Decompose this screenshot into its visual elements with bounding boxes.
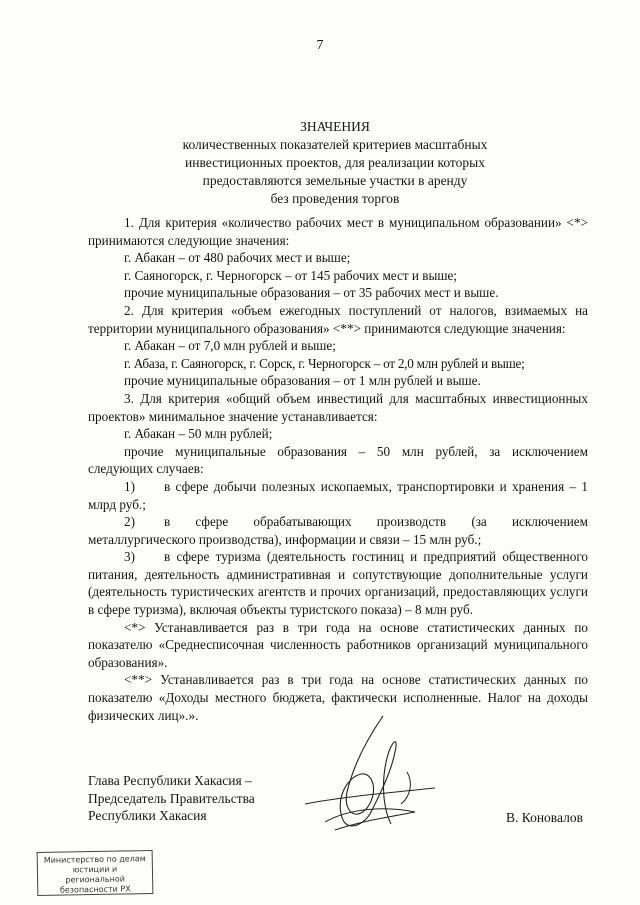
title-line: инвестиционных проектов, для реализации которых <box>185 155 485 170</box>
signatory-name: В. Коновалов <box>506 810 583 825</box>
handwritten-signature <box>295 712 445 842</box>
criterion-2-intro: 2. Для критерия «объем ежегодных поступлений от налогов, взимаемых на территории муниципального образования» <**> принимаются следующие значения: <box>88 302 588 336</box>
subitem-2-text: в сфере обрабатывающих производств (за исключением металлургического производства), информации и связи – 15 млн руб.; <box>88 514 588 547</box>
criterion-3-other: прочие муниципальные образования – 50 млн рублей, за исключением следующих случаев: <box>88 443 588 477</box>
signature-block <box>88 772 255 825</box>
subitem-3 <box>88 548 588 618</box>
title-line: без проведения торгов <box>270 191 400 206</box>
title-heading: ЗНАЧЕНИЯ <box>300 119 370 134</box>
criterion-3-intro: 3. Для критерия «общий объем инвестиций для масштабных инвестиционных проектов» минимальное значение устанавливается: <box>88 390 588 424</box>
criterion-1-other: прочие муниципальные образования – от 35 рабочих мест и выше. <box>124 285 499 301</box>
criterion-1-abakan: г. Абакан – от 480 рабочих мест и выше; <box>124 250 351 266</box>
subitem-2-number: 2) <box>124 514 135 530</box>
stamp-line-1: Министерство по делам <box>43 854 146 865</box>
subitem-1-text: в сфере добычи полезных ископаемых, транспортировки и хранения – 1 млрд руб.; <box>88 478 588 512</box>
subitem-1 <box>88 478 588 513</box>
signatory-title-line-2: Председатель Правительства <box>88 790 255 806</box>
page-number: 7 <box>316 38 324 53</box>
document-title <box>150 118 520 208</box>
document-body <box>88 214 588 724</box>
stamp-line-3: безопасности РХ <box>59 884 131 895</box>
title-line: количественных показателей критериев масштабных <box>182 137 488 152</box>
footnote-2: <**> Устанавливается раз в три года на основе статистических данных по показателю «Доходы местного бюджета, фактически исполненные. Налог на доходы физических лиц».». <box>88 672 588 723</box>
signatory-title-line-1: Глава Республики Хакасия – <box>88 773 252 788</box>
subitem-1-number: 1) <box>124 478 135 494</box>
subitem-3-number: 3) <box>124 549 135 565</box>
criterion-2-abaza: г. Абаза, г. Саяногорск, г. Сорск, г. Черногорск – от 2,0 млн рублей и выше; <box>124 355 525 371</box>
ministry-stamp <box>37 850 154 896</box>
subitem-2 <box>88 513 588 548</box>
subitem-3-text: в сфере туризма (деятельность гостиниц и предприятий общественного питания, деятельность административная и сопутствующие дополнительные услуги (деятельность туристических агентств и прочих организаций, предоставляющих услуги в сфере туризма), включая объекты туристского показа) – 8 млн руб. <box>88 549 588 618</box>
footnote-1: <*> Устанавливается раз в три года на основе статистических данных по показателю «Среднесписочная численность работников организаций муниципального образования». <box>88 619 588 670</box>
criterion-2-abakan: г. Абакан – от 7,0 млн рублей и выше; <box>124 338 336 354</box>
signatory-title-line-3: Республики Хакасия <box>88 808 207 823</box>
criterion-3-abakan: г. Абакан – 50 млн рублей; <box>124 426 273 442</box>
stamp-line-2: юстиции и региональной <box>65 864 125 885</box>
title-line: предоставляются земельные участки в аренду <box>202 173 468 188</box>
criterion-1-sayanogorsk: г. Саяногорск, г. Черногорск – от 145 рабочих мест и выше; <box>124 267 458 283</box>
criterion-2-other: прочие муниципальные образования – от 1 млн рублей и выше. <box>124 373 481 389</box>
criterion-1-intro: 1. Для критерия «количество рабочих мест в муниципальном образовании» <*> принимаются следующие значения: <box>88 215 588 248</box>
